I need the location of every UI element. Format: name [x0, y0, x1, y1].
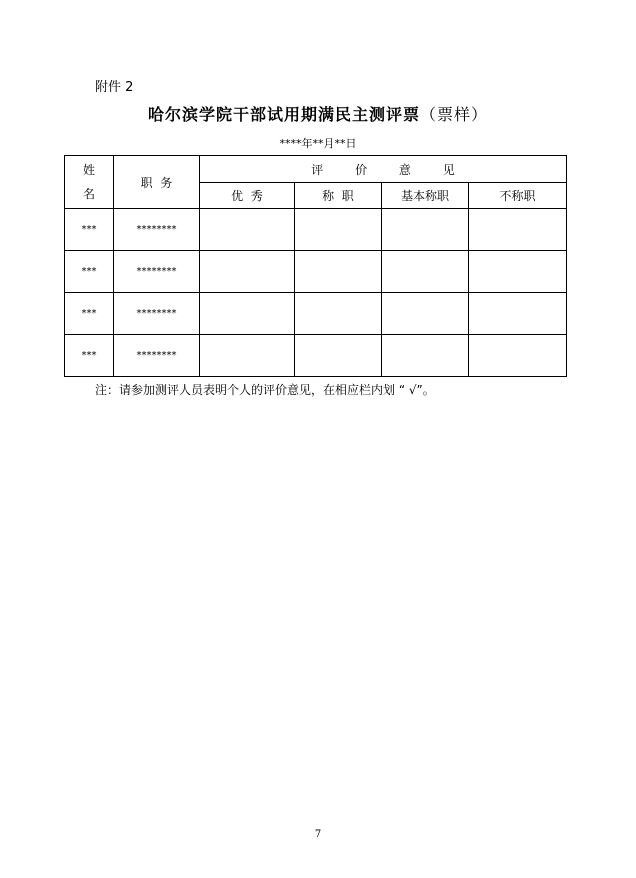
table-row — [65, 293, 567, 335]
vote-cell-excellent[interactable] — [200, 251, 295, 293]
page-number: 7 — [314, 829, 322, 840]
candidate-position: ******** — [114, 209, 200, 251]
evaluation-table — [64, 155, 567, 377]
name-header — [65, 156, 114, 209]
vote-cell-competent[interactable] — [295, 251, 382, 293]
vote-cell-basically-competent[interactable] — [382, 251, 469, 293]
evaluation-header: 评 价 意 见 — [200, 156, 567, 183]
vote-cell-basically-competent[interactable] — [382, 335, 469, 377]
vote-cell-excellent[interactable] — [200, 293, 295, 335]
candidate-name: *** — [65, 251, 114, 293]
table-row — [65, 335, 567, 377]
header-row-1 — [65, 156, 567, 183]
vote-cell-incompetent[interactable] — [469, 293, 567, 335]
candidate-position: ******** — [114, 251, 200, 293]
instruction-note: 注：请参加测评人员表明个人的评价意见，在相应栏内划 “ √”。 — [95, 383, 435, 397]
table-row — [65, 209, 567, 251]
vote-cell-excellent[interactable] — [200, 335, 295, 377]
vote-cell-incompetent[interactable] — [469, 251, 567, 293]
vote-cell-incompetent[interactable] — [469, 209, 567, 251]
position-header: 职 务 — [114, 156, 200, 209]
vote-cell-excellent[interactable] — [200, 209, 295, 251]
attachment-label: 附件 2 — [95, 80, 134, 95]
vote-cell-competent[interactable] — [295, 209, 382, 251]
name-header-bottom: 名 — [82, 187, 95, 201]
candidate-name: *** — [65, 293, 114, 335]
vote-cell-basically-competent[interactable] — [382, 293, 469, 335]
candidate-position: ******** — [114, 335, 200, 377]
date-line: ****年**月**日 — [279, 137, 357, 150]
vote-cell-competent[interactable] — [295, 335, 382, 377]
title-main: 哈尔滨学院干部试用期满民主测评票 — [147, 105, 420, 124]
vote-cell-basically-competent[interactable] — [382, 209, 469, 251]
vote-cell-incompetent[interactable] — [469, 335, 567, 377]
candidate-name: *** — [65, 335, 114, 377]
option-basically-competent: 基本称职 — [382, 183, 469, 209]
vote-cell-competent[interactable] — [295, 293, 382, 335]
option-competent: 称 职 — [295, 183, 382, 209]
page-title — [0, 102, 636, 125]
candidate-name: *** — [65, 209, 114, 251]
option-incompetent: 不称职 — [469, 183, 567, 209]
name-header-top: 姓 — [82, 163, 95, 177]
option-excellent: 优 秀 — [200, 183, 295, 209]
candidate-position: ******** — [114, 293, 200, 335]
title-suffix: （票样） — [420, 105, 489, 124]
table-row — [65, 251, 567, 293]
